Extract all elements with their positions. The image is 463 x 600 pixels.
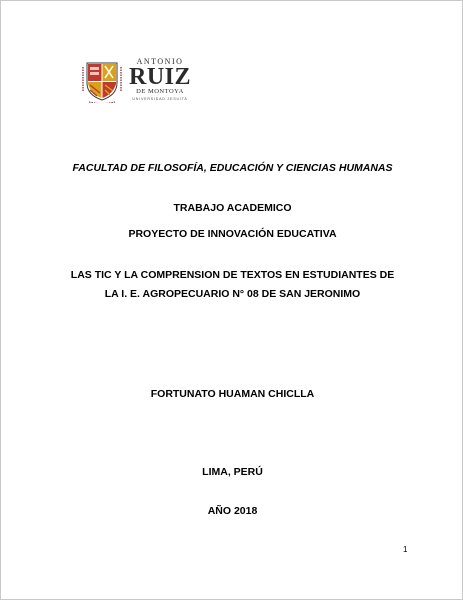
author-name: FORTUNATO HUAMAN CHICLLA: [150, 388, 315, 400]
logo-line-universidad: UNIVERSIDAD JESUITA: [132, 97, 188, 101]
logo-line-montoya: DE MONTOYA: [136, 88, 184, 95]
logo-line-antonio: ANTONIO: [136, 57, 184, 66]
page-number: 1: [403, 545, 408, 554]
place-line: LIMA, PERÚ: [202, 466, 263, 478]
title-line-2: LA I. E. AGROPECUARIO N° 08 DE SAN JERONIMO: [104, 288, 361, 300]
faculty-heading: FACULTAD DE FILOSOFÍA, EDUCACIÓN Y CIENCIAS HUMANAS: [72, 162, 393, 174]
university-seal-icon: [79, 57, 125, 103]
title-line-1: LAS TIC Y LA COMPRENSION DE TEXTOS EN ESTUDIANTES DE: [70, 269, 395, 281]
university-logo: [79, 57, 191, 107]
logo-wordmark: [128, 57, 192, 102]
project-heading: PROYECTO DE INNOVACIÓN EDUCATIVA: [128, 228, 337, 240]
logo-line-ruiz: RUIZ: [128, 64, 191, 90]
year-line: AÑO 2018: [207, 505, 258, 517]
work-type-heading: TRABAJO ACADEMICO: [173, 202, 292, 214]
